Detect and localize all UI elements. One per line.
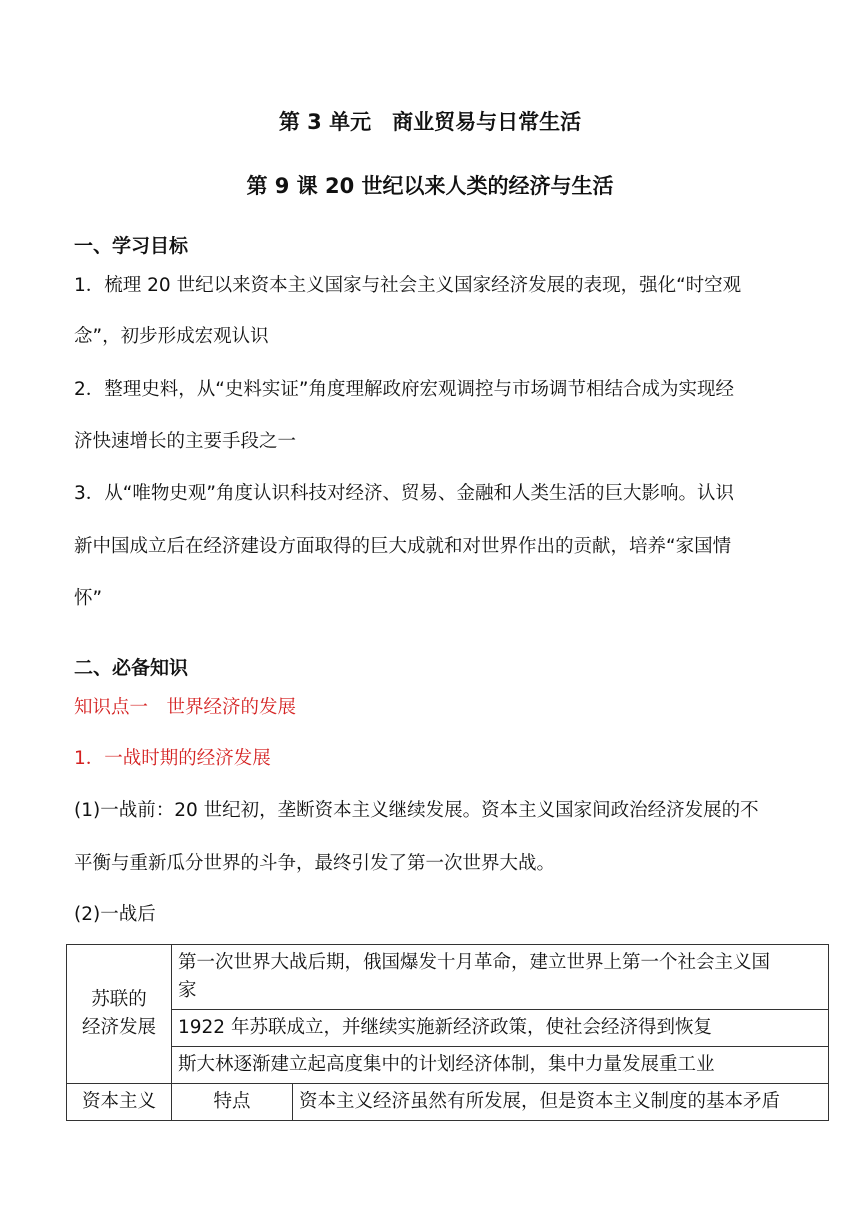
soviet-row-1 — [172, 945, 829, 1010]
soviet-row-1-line-2: 家 — [178, 980, 197, 1001]
table-row — [67, 945, 829, 1010]
goal-3-line-2: 新中国成立后在经济建设方面取得的巨大成就和对世界作出的贡献，培养“家国情 — [74, 536, 732, 557]
goal-1-line-1: 1．梳理 20 世纪以来资本主义国家与社会主义国家经济发展的表现，强化“时空观 — [74, 275, 742, 296]
goal-3-line-3: 怀” — [74, 588, 103, 609]
feature-text: 资本主义经济虽然有所发展，但是资本主义制度的基本矛盾 — [299, 1091, 781, 1112]
soviet-label-line-2: 经济发展 — [81, 1017, 156, 1038]
knowledge-point-title: 知识点一 世界经济的发展 — [74, 697, 297, 718]
soviet-row-3 — [172, 1047, 829, 1084]
economy-table — [66, 944, 829, 1121]
soviet-row-2 — [172, 1010, 829, 1047]
goal-3-line-1: 3．从“唯物史观”角度认识科技对经济、贸易、金融和人类生活的巨大影响。认识 — [74, 483, 734, 504]
feature-text-cell — [293, 1084, 829, 1121]
goal-1-line-2: 念”，初步形成宏观认识 — [74, 326, 269, 347]
section-heading-required-knowledge: 二、必备知识 — [74, 657, 189, 679]
subheading-wwi-economy: 1．一战时期的经济发展 — [74, 748, 271, 769]
table-row — [67, 1010, 829, 1047]
capitalism-category-cell — [67, 1084, 172, 1121]
table-row — [67, 1047, 829, 1084]
soviet-row-3-line-1: 斯大林逐渐建立起高度集中的计划经济体制，集中力量发展重工业 — [178, 1054, 715, 1075]
soviet-row-2-line-1: 1922 年苏联成立，并继续实施新经济政策，使社会经济得到恢复 — [178, 1017, 712, 1038]
soviet-category-cell — [67, 945, 172, 1084]
paragraph-before-war-line-1: (1)一战前：20 世纪初，垄断资本主义继续发展。资本主义国家间政治经济发展的不 — [74, 800, 759, 821]
soviet-label-line-1: 苏联的 — [91, 989, 147, 1010]
unit-title: 第 3 单元 商业贸易与日常生活 — [278, 110, 582, 134]
section-heading-learning-goals: 一、学习目标 — [74, 235, 189, 257]
feature-label-cell — [172, 1084, 293, 1121]
soviet-row-1-line-1: 第一次世界大战后期，俄国爆发十月革命，建立世界上第一个社会主义国 — [178, 952, 771, 973]
feature-label: 特点 — [213, 1091, 251, 1112]
capitalism-label: 资本主义 — [81, 1091, 156, 1112]
goal-2-line-1: 2．整理史料，从“史料实证”角度理解政府宏观调控与市场调节相结合成为实现经 — [74, 379, 734, 400]
goal-2-line-2: 济快速增长的主要手段之一 — [74, 431, 297, 452]
paragraph-after-war: (2)一战后 — [74, 904, 156, 925]
paragraph-before-war-line-2: 平衡与重新瓜分世界的斗争，最终引发了第一次世界大战。 — [74, 853, 556, 874]
table-row — [67, 1084, 829, 1121]
lesson-title: 第 9 课 20 世纪以来人类的经济与生活 — [246, 174, 614, 198]
